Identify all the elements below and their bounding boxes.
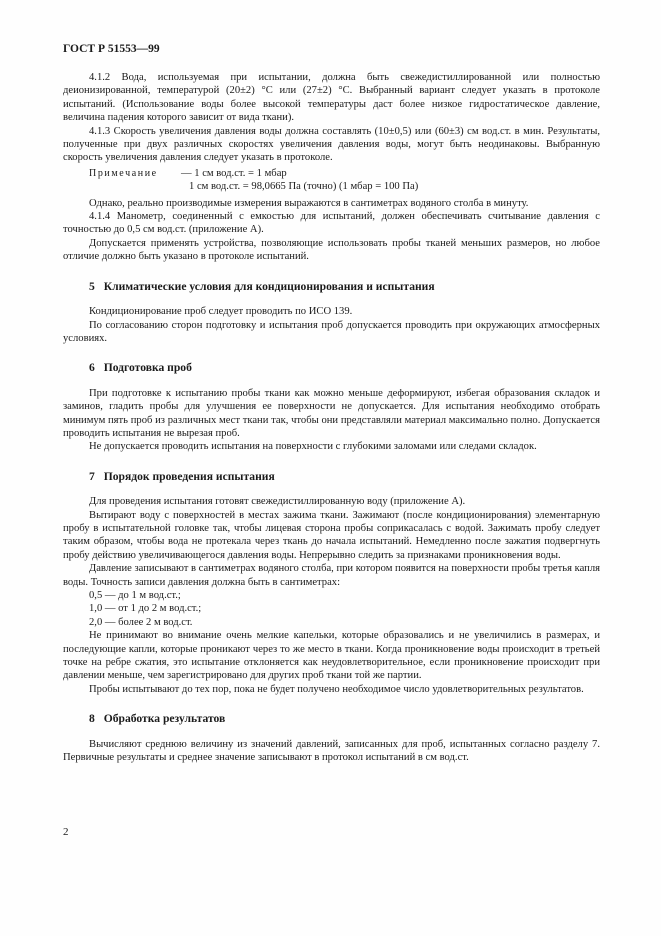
note-block [63, 167, 600, 194]
precision-list-item: 1,0 — от 1 до 2 м вод.ст.; [89, 603, 202, 615]
section-6-title: Подготовка проб [103, 361, 192, 375]
section-5-paragraph: Кондиционирование проб следует проводить по ИСО 139. [89, 306, 353, 318]
section-8-paragraph: Вычисляют среднюю величину из значений давлений, записанных для проб, испытанных согласно разделу 7. Первичные результаты и среднее значение записывают в протокол испытаний в см вод.ст. [63, 738, 600, 764]
section-5-title: Климатические условия для кондиционирования и испытания [103, 279, 435, 293]
section-7-heading [63, 470, 600, 483]
section-6-number: 6 [89, 361, 95, 375]
precision-list-item: 0,5 — до 1 м вод.ст.; [89, 590, 181, 601]
paragraph-devices: Допускается применять устройства, позволяющие использовать пробы тканей меньших размеров, но любое отличие должно быть указано в протоколе испытаний. [63, 237, 600, 263]
paragraph-note-followup: Однако, реально производимые измерения выражаются в сантиметрах водяного столба в минуту. [89, 197, 529, 209]
section-7-paragraph: Пробы испытывают до тех пор, пока не будет получено необходимое число удовлетворительных результатов. [89, 683, 584, 695]
section-7-number: 7 [89, 469, 95, 483]
paragraph-4-1-3: 4.1.3 Скорость увеличения давления воды должна составлять (10±0,5) или (60±3) см вод.ст. в мин. Результаты, полученные при двух различных скоростях увеличения давления воды, могут быть неодинаковы. Выбранную скорость увеличения давления следует указать в протоколе. [63, 125, 600, 164]
section-7-paragraph: Для проведения испытания готовят свежедистиллированную воду (приложение А). [89, 496, 466, 508]
section-7-paragraph: Давление записывают в сантиметрах водяного столба, при котором появится на поверхности пробы третья капля воды. Точность записи давления должна быть в сантиметрах: [63, 563, 600, 588]
page-number: 2 [63, 826, 69, 838]
section-7-title: Порядок проведения испытания [103, 469, 275, 483]
document-body [63, 71, 600, 764]
precision-list-item: 2,0 — более 2 м вод.ст. [89, 616, 193, 628]
section-8-title: Обработка результатов [103, 712, 226, 726]
section-8-number: 8 [89, 712, 95, 726]
section-5-heading [63, 280, 600, 293]
section-7-paragraph: Не принимают во внимание очень мелкие капельки, которые образовались и не увеличились в размерах, и последующие капли, которые проникают через то же место в ткани. Когда проникновение воды происходит в третьей точке на ребре сжатия, это испытание отклоняется как неудовлетворительное, если проникновение происходит при давлении меньше, чем зарегистрировано для других проб ткани той же партии. [63, 630, 600, 682]
section-6-heading [63, 361, 600, 374]
note-line-2: 1 см вод.ст. = 98,0665 Па (точно) (1 мбар = 100 Па) [189, 181, 419, 193]
section-5-paragraph: По согласованию сторон подготовку и испытания проб допускается проводить при окружающих атмосферных условиях. [63, 319, 600, 344]
section-7-paragraph: Вытирают воду с поверхностей в местах зажима ткани. Зажимают (после кондиционирования) элементарную пробу в испытательной головке так, чтобы лицевая сторона пробы соприкасалась с водой. Зажимать пробу следует таким образом, чтобы вода не протекала через ткань до начала испытаний. Немедленно после зажатия подвергнуть пробу действию увеличивающегося давления воды. Непрерывно следить за признаками проникновения воды. [63, 509, 600, 561]
section-6-paragraph: Не допускается проводить испытания на поверхности с глубокими заломами или следами складок. [89, 441, 537, 453]
paragraph-4-1-4: 4.1.4 Манометр, соединенный с емкостью для испытаний, должен обеспечивать считывание давления с точностью до 0,5 см вод.ст. (приложение А). [63, 211, 600, 236]
paragraph-4-1-2: 4.1.2 Вода, используемая при испытании, должна быть свежедистиллированной или полностью деионизированной, температурой (20±2) °С или (27±2) °С. Выбранный вариант следует указать в протоколе испытаний. (Использование воды более высокой температуры даст более низкое гидростатическое давление, величина падения которого зависит от вида ткани). [63, 72, 600, 124]
note-label: Примечание [89, 167, 158, 179]
note-line-1: — 1 см вод.ст. = 1 мбар [181, 167, 287, 179]
section-5-number: 5 [89, 279, 95, 293]
document-header: ГОСТ Р 51553—99 [63, 43, 160, 55]
section-8-heading [63, 712, 600, 725]
section-6-paragraph: При подготовке к испытанию пробы ткани как можно меньше деформируют, избегая образования складок и заминов, гладить пробы для улучшения ее поверхности не допускается. Для испытания необходимо отобрать минимум пять проб из различных мест ткани так, чтобы они представляли материал максимально полно. Допускается проводить испытания не вырезая проб. [63, 387, 600, 439]
